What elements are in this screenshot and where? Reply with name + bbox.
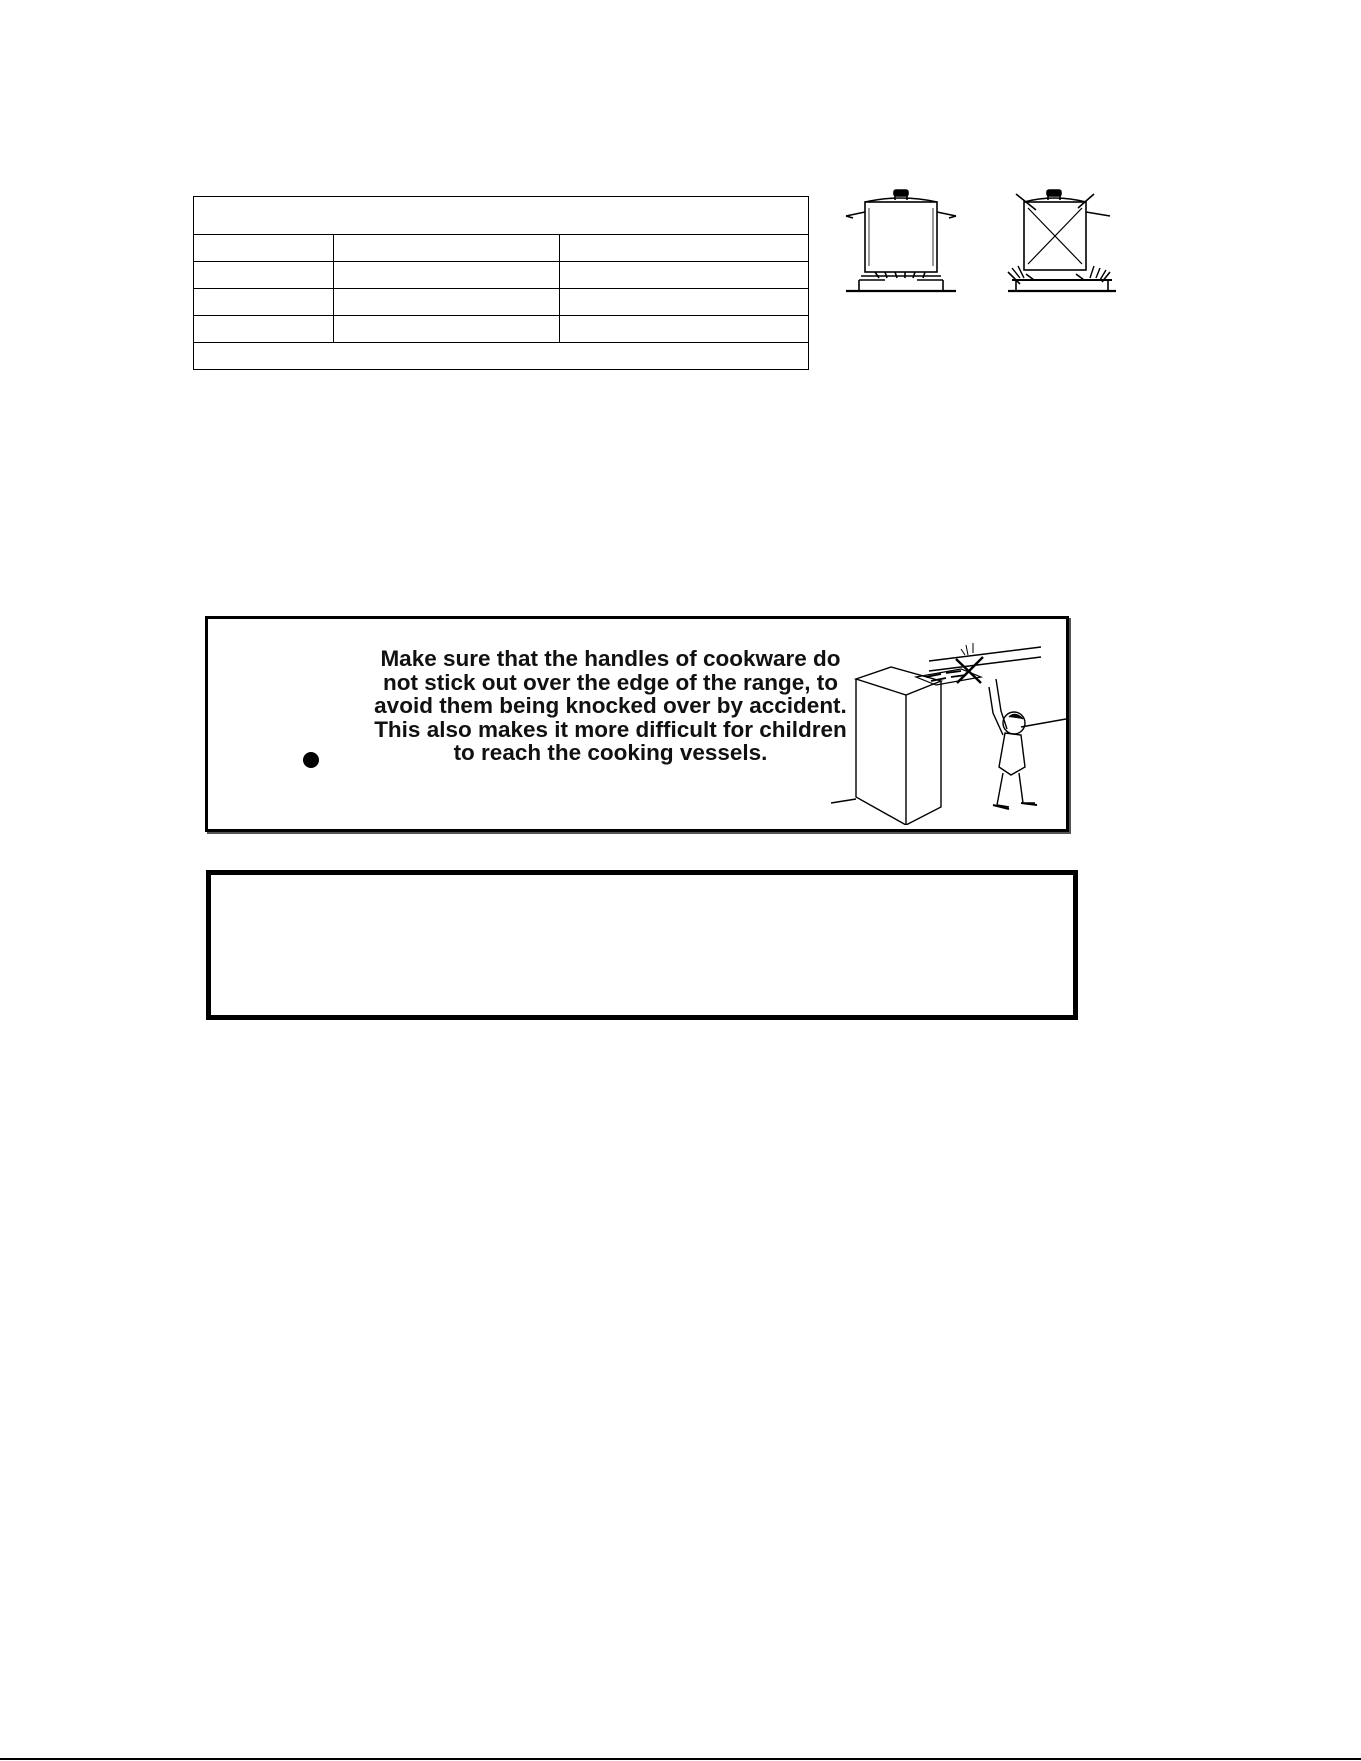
child-reaching-range-illustration: [831, 627, 1066, 825]
pot-on-burner-wrong-icon: [1006, 188, 1118, 298]
table-row: [194, 289, 809, 316]
cookware-handle-warning-box: [205, 616, 1069, 832]
cookware-size-table: [193, 196, 809, 370]
bullet-icon: [303, 752, 319, 768]
pot-on-burner-correct-icon: [845, 188, 957, 298]
table-row: [194, 343, 809, 370]
table-title-cell: [194, 197, 809, 235]
table-row: [194, 316, 809, 343]
page-bottom-rule: [0, 1758, 1361, 1760]
table-row: [194, 235, 809, 262]
table-row: [194, 262, 809, 289]
empty-notice-box: [206, 870, 1078, 1020]
warning-text: Make sure that the handles of cookware do not stick out over the edge of the range, to avoid them being knocked over by accident. This also makes it more difficult for children to reach the cooking vessels.: [374, 646, 847, 765]
